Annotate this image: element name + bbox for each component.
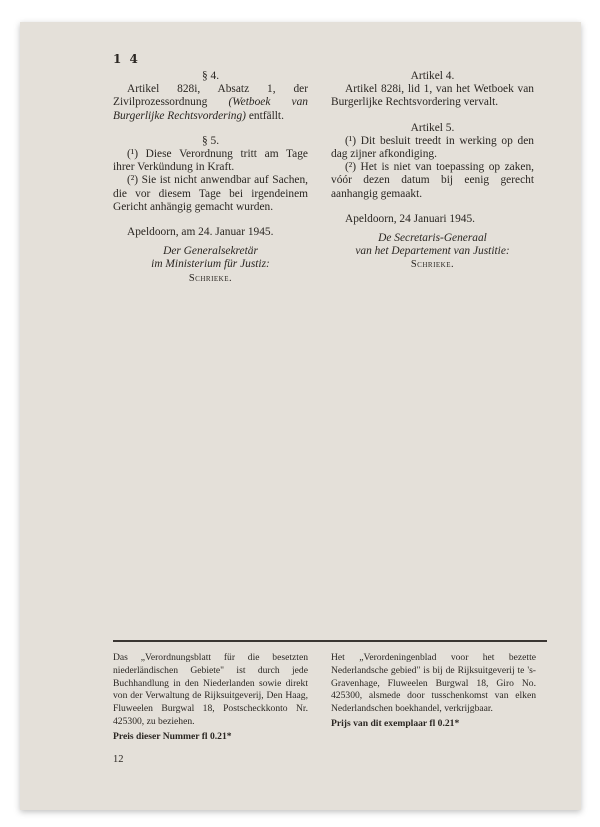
footer-german-text: Das „Verordnungsblatt für die besetzten niederländischen Gebiete" ist durch jede Buchhandlung in den Niederlanden sowie direkt von der Verwaltung de Rijksuitgeverij, Den Haag, Fluweelen Burgwal 18, Postscheckkonto Nr. 425300, zu beziehen. (113, 652, 308, 727)
article-4-text-b: entfällt. (248, 109, 284, 122)
section-5-heading: § 5. (201, 134, 220, 147)
signature-title-2: van het Departement van Justitie: (355, 245, 510, 258)
article-4-text (113, 83, 308, 123)
footer-dutch-text: Het „Verordeningenblad voor het bezette Nederlandsche gebied" is bij de Rijksuitgeverij te 's-Gravenhage, Fluweelen Burgwal 18, Giro No. 425300, alsmede door tusschenkomst van elken Nederlandschen boekhandel, verkrijgbaar. (331, 652, 536, 715)
signatory-name: Schrieke. (188, 272, 233, 284)
document-page (20, 22, 581, 810)
footer-dutch-price: Prijs van dit exemplaar fl 0.21* (331, 717, 460, 729)
footer-dutch (331, 652, 536, 731)
german-column (113, 70, 308, 285)
dutch-column (331, 70, 534, 272)
signature-title-2: im Ministerium für Justiz: (151, 258, 270, 271)
date-line: Apeldoorn, am 24. Januar 1945. (127, 226, 274, 239)
date-line: Apeldoorn, 24 Januari 1945. (345, 212, 476, 225)
signature-title-1: De Secretaris-Generaal (378, 232, 487, 245)
article-4-text-a: Artikel 828i, Absatz 1, der Zivilprozessordnung (113, 83, 308, 109)
page-number-bottom: 12 (113, 754, 124, 765)
artikel-4-text: Artikel 828i, lid 1, van het Wetboek van Burgerlijke Rechtsvordering vervalt. (331, 83, 534, 109)
section-5-paragraph-1: (¹) Diese Verordnung tritt am Tage ihrer Verkündung in Kraft. (113, 148, 308, 174)
signature-title-1: Der Generalsekretär (163, 245, 258, 258)
footer-german (113, 652, 308, 744)
footer-divider (113, 640, 547, 642)
signatory-name: Schrieke. (410, 259, 455, 271)
artikel-5-paragraph-2: (²) Het is niet van toepassing op zaken, vóór dezen datum bij eenig gerecht aanhangig gemaakt. (331, 161, 534, 200)
article-4-text-italic: (Wetboek van Burgerlijke Rechtsvordering) (113, 96, 308, 122)
section-5-paragraph-2: (²) Sie ist nicht anwendbar auf Sachen, die vor diesem Tage bei irgendeinem Gericht anhängig gemacht wurden. (113, 174, 308, 213)
footer-german-price: Preis dieser Nummer fl 0.21* (113, 730, 232, 742)
section-4-heading: § 4. (201, 70, 220, 82)
page-number-top: 1 4 (113, 52, 140, 66)
artikel-5-heading: Artikel 5. (410, 121, 455, 134)
artikel-5-paragraph-1: (¹) Dit besluit treedt in werking op den dag zijner afkondiging. (331, 134, 534, 161)
artikel-4-heading: Artikel 4. (410, 70, 455, 82)
